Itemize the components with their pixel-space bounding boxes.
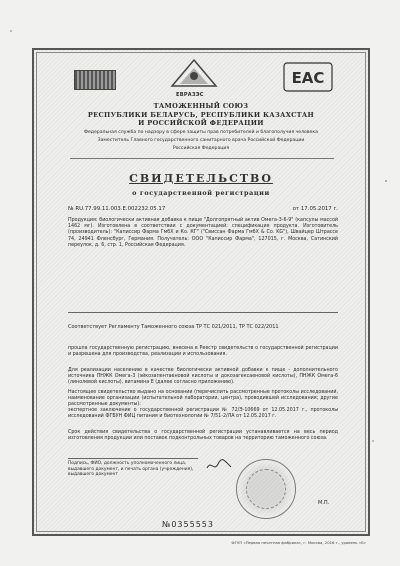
certificate-number: № RU.77.99.11.003.Е.002232.05.17	[68, 206, 166, 212]
document-subtitle: о государственной регистрации	[132, 189, 270, 197]
header-authority: Федеральная служба по надзору в сфере защиты прав потребителей и благополучия человека	[84, 129, 318, 135]
compliance-line: Соответствует Регламенту Таможенного союза ТР ТС 021/2011, ТР ТС 022/2011	[68, 324, 279, 330]
signature-label-line3: выдавшего документ	[68, 472, 118, 478]
usage-scope: Для реализации населению в качестве биологически активной добавки к пище - дополнительного источника ПНЖК Омега-3 (эйкозапентаеновой кислоты и докозагексаеновой кислоты), ПНЖК Омега-6 (линолевой кислоты), витамина Е (далее согласно приложению).	[68, 368, 338, 386]
security-ornament	[74, 70, 116, 90]
serial-value: 0355553	[171, 520, 214, 529]
product-description: Продукция: биологически активная добавка к пище "Долгопрятный актив Омега-3-6-9" (капсулы массой 1462 мг). Изготовлена в соответствии с документацией: спецификация продукта. Изготовитель (производитель): "Каписсир Фарма ГмбХ и Ко. КГ" ("Свиссан Фарма ГмбХ & Co. KG"), Швайцер Штрассе 74, 24941 Фленсбург, Германия. Получатель: ООО "Каписсир Фарма", 127015, г. Москва, Сатинский переулок, д. 6, стр. 1, Российская Федерация.	[68, 218, 338, 248]
basis-statement: Настоящее свидетельство выдано на основании (перечислить рассмотренные протоколы исследований, наименование организации (испытательной лаборатории, центра), проводившей исследования; другие рассмотренные документы):	[68, 390, 338, 408]
header-country: Российская Федерация	[172, 145, 230, 151]
header-divider	[70, 158, 334, 159]
certificate-number-row	[68, 206, 338, 212]
header-union: ТАМОЖЕННЫЙ СОЮЗ	[153, 102, 249, 110]
signature-label-line1: Подпись, ФИО, должность уполномоченного лица,	[68, 461, 187, 466]
signature-line	[68, 458, 198, 459]
header-federation: И РОССИЙСКОЙ ФЕДЕРАЦИИ	[138, 119, 264, 128]
serial-number	[162, 520, 214, 529]
official-stamp	[236, 459, 296, 519]
signature-label	[68, 461, 198, 478]
header-authority-deputy: Заместитель Главного государственного санитарного врача Российской Федерации	[97, 137, 305, 143]
scan-artifact	[385, 180, 387, 182]
header-countries: РЕСПУБЛИКИ БЕЛАРУСЬ, РЕСПУБЛИКИ КАЗАХСТАН	[87, 110, 315, 119]
document-title: СВИДЕТЕЛЬСТВО	[129, 172, 273, 185]
eac-logo-text: EAC	[291, 69, 325, 87]
validity-statement: Срок действия свидетельства о государственной регистрации устанавливается на весь период изготовления продукции или поставок подконтрольных товаров на территорию таможенного союза.	[68, 430, 338, 442]
product-divider	[68, 312, 338, 313]
scan-artifact	[10, 30, 12, 32]
handwritten-signature	[206, 458, 232, 472]
issuer-header	[40, 102, 362, 152]
serial-prefix: №	[162, 520, 172, 529]
emblem-caption: ЕВРАЗЭС	[176, 92, 204, 98]
eac-logo-icon	[283, 62, 333, 92]
scan-artifact	[372, 440, 374, 442]
printer-footnote: ФГУП «Первая печатная фабрика», г. Москва, 2016 г., уровень «Б»	[231, 540, 366, 545]
basis-documents: экспертное заключение о государственной регистрации № 72/Э-10669 от 12.05.2017 г., протоколы исследований ФГБУН ФИЦ питания и биотехнологии № 7/51-2/ЛА от 12.05.2017 г.	[68, 408, 338, 420]
official-stamp-inner	[246, 469, 286, 509]
registration-statement: прошла государственную регистрацию, внесена в Реестр свидетельств о государственной регистрации и разрешена для производства, реализации и использования.	[68, 346, 338, 358]
signature-label-line2: выдавшего документ, и печать органа (учреждения),	[68, 466, 194, 472]
certificate-date: от 17.05.2017 г.	[292, 206, 338, 212]
stamp-caption: М.П.	[318, 500, 330, 506]
